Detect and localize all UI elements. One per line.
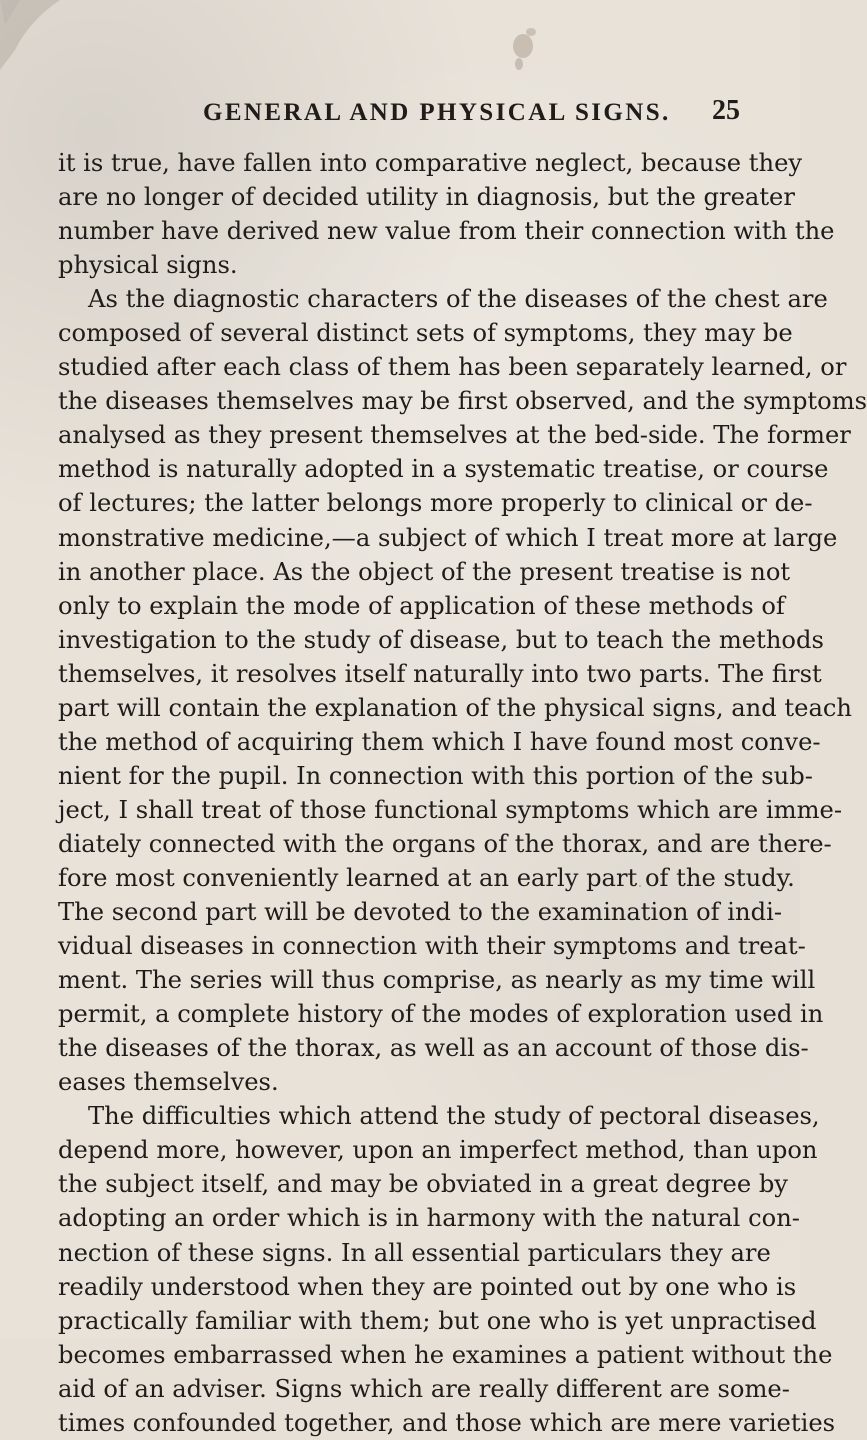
text-line: it is true, have fallen into comparative neglect, because they [58, 149, 803, 177]
text-line: times confounded together, and those which are mere varieties [58, 1408, 836, 1437]
text-line: permit, a complete history of the modes of exploration used in [58, 1000, 824, 1029]
text-line: the subject itself, and may be obviated in a great degree by [58, 1170, 788, 1199]
text-line: The second part will be devoted to the examination of indi- [58, 898, 782, 927]
text-line: adopting an order which is in harmony with the natural con- [58, 1204, 800, 1233]
paper-speck [783, 647, 785, 649]
text-line: are no longer of decided utility in diagnosis, but the greater [58, 183, 795, 212]
text-line: ment. The series will thus comprise, as nearly as my time will [58, 966, 816, 995]
text-line: diately connected with the organs of the thorax, and are there- [58, 829, 832, 858]
text-line: the diseases themselves may be first observed, and the symptoms [58, 387, 867, 416]
text-line: monstrative medicine,—a subject of which I treat more at large [58, 523, 838, 552]
text-line: nient for the pupil. In connection with this portion of the sub- [58, 761, 813, 790]
text-line: only to explain the mode of application of these methods of [58, 591, 785, 620]
body-text [58, 146, 867, 1440]
text-line: depend more, however, upon an imperfect method, than upon [58, 1136, 818, 1165]
page-corner-stain [0, 0, 120, 80]
running-header: GENERAL AND PHYSICAL SIGNS. [203, 99, 671, 126]
text-line: number have derived new value from their connection with the [58, 217, 835, 246]
text-line: analysed as they present themselves at the bed-side. The former [58, 421, 851, 450]
paper-speck [352, 1254, 354, 1256]
text-line: investigation to the study of disease, but to teach the methods [58, 625, 824, 654]
text-line: method is naturally adopted in a systematic treatise, or course [58, 455, 829, 484]
text-line: aid of an adviser. Signs which are really different are some- [58, 1374, 790, 1403]
text-line: the method of acquiring them which I have found most conve- [58, 727, 821, 756]
paragraph-start: As the diagnostic characters of the diseases of the chest are [88, 285, 828, 314]
text-line: the diseases of the thorax, as well as an account of those dis- [58, 1034, 809, 1063]
text-line: of lectures; the latter belongs more properly to clinical or de- [58, 489, 813, 518]
text-line: practically familiar with them; but one who is yet unpractised [58, 1306, 817, 1335]
text-line: readily understood when they are pointed out by one who is [58, 1272, 797, 1301]
text-line: composed of several distinct sets of symptoms, they may be [58, 319, 793, 348]
text-line: physical signs. [58, 251, 238, 280]
paragraph-start: The difficulties which attend the study of pectoral diseases, [88, 1102, 820, 1131]
text-line: studied after each class of them has been separately learned, or [58, 353, 847, 382]
page-number: 25 [712, 95, 740, 126]
text-line: vidual diseases in connection with their symptoms and treat- [58, 932, 806, 961]
text-line: part will contain the explanation of the physical signs, and teach [58, 693, 852, 722]
text-line: becomes embarrassed when he examines a patient without the [58, 1340, 833, 1369]
paper-speck [612, 680, 614, 682]
text-line: eases themselves. [58, 1068, 279, 1097]
text-line: in another place. As the object of the present treatise is not [58, 557, 791, 586]
text-line: ject, I shall treat of those functional symptoms which are imme- [58, 795, 842, 824]
text-line: fore most conveniently learned at an early part of the study. [58, 863, 795, 892]
paper-speck [639, 885, 641, 887]
ink-smudge [495, 18, 550, 88]
text-line: themselves, it resolves itself naturally into two parts. The first [58, 659, 822, 688]
text-line: nection of these signs. In all essential particulars they are [58, 1238, 771, 1267]
